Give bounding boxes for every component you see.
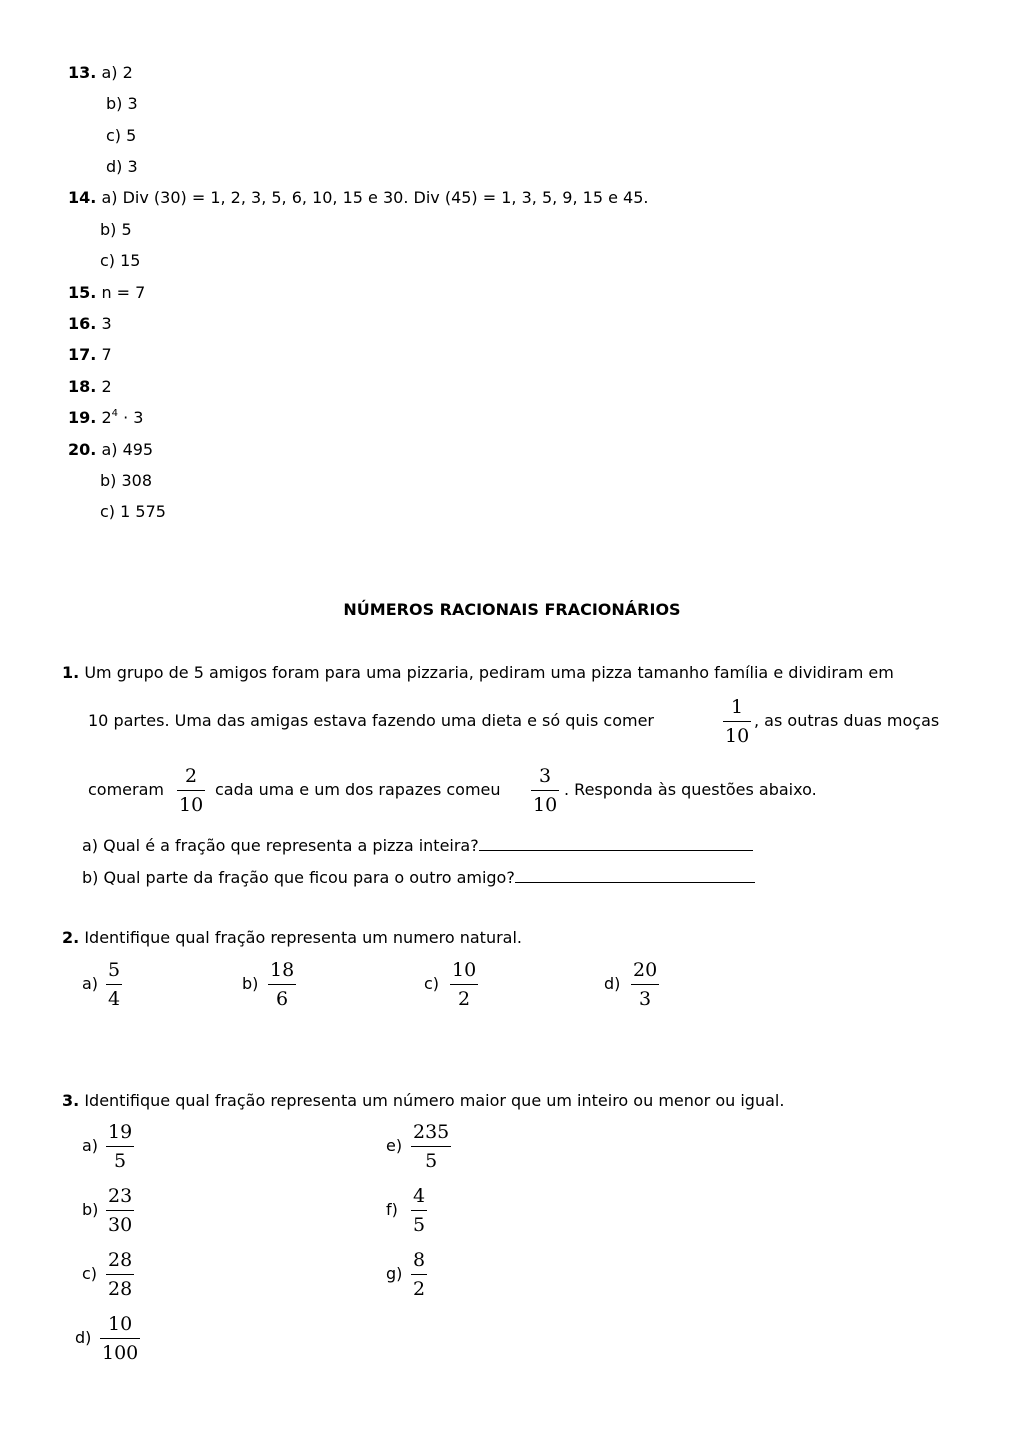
option-fraction xyxy=(106,1185,134,1236)
answer-text: 3 xyxy=(101,314,112,333)
option-label: a) xyxy=(82,974,99,993)
option-label: e) xyxy=(386,1136,403,1155)
question-number: 17. xyxy=(68,345,97,364)
fraction-3-10 xyxy=(531,765,559,816)
option-fraction xyxy=(268,959,296,1010)
option-fraction xyxy=(106,959,122,1010)
sub-question-text: b) Qual parte da fração que ficou para o outro amigo? xyxy=(82,868,515,887)
answer-15 xyxy=(68,283,145,303)
section-title: NÚMEROS RACIONAIS FRACIONÁRIOS xyxy=(343,600,681,619)
numerator: 3 xyxy=(539,765,552,787)
denominator: 30 xyxy=(106,1210,134,1236)
answer-blank[interactable] xyxy=(479,834,753,851)
question-1-line3-end: . Responda às questões abaixo. xyxy=(564,780,817,799)
answer-text: · 3 xyxy=(123,408,144,427)
question-text: Um grupo de 5 amigos foram para uma pizzaria, pediram uma pizza tamanho família e dividiram em xyxy=(84,663,894,682)
answer-13b: b) 3 xyxy=(106,94,138,113)
answer-20c: c) 1 575 xyxy=(100,502,166,521)
answer-16 xyxy=(68,314,112,334)
option-label: c) xyxy=(82,1264,98,1283)
denominator: 5 xyxy=(411,1146,451,1172)
numerator: 19 xyxy=(108,1121,133,1143)
numerator: 1 xyxy=(731,696,744,718)
numerator: 20 xyxy=(633,959,658,981)
denominator: 5 xyxy=(411,1210,427,1236)
question-number: 19. xyxy=(68,408,97,427)
answer-20b: b) 308 xyxy=(100,471,153,490)
option-label: f) xyxy=(386,1200,398,1219)
question-number: 13. xyxy=(68,63,97,82)
numerator: 5 xyxy=(108,959,121,981)
question-1-line3: comeram xyxy=(88,780,164,799)
numerator: 235 xyxy=(413,1121,450,1143)
option-fraction xyxy=(450,959,478,1010)
denominator: 4 xyxy=(106,984,122,1010)
denominator: 3 xyxy=(631,984,659,1010)
fraction-2-10 xyxy=(177,765,205,816)
option-label: d) xyxy=(604,974,621,993)
option-label: a) xyxy=(82,1136,99,1155)
answer-text: 2 xyxy=(101,377,112,396)
question-text: Identifique qual fração representa um número maior que um inteiro ou menor ou igual. xyxy=(84,1091,785,1110)
denominator: 28 xyxy=(106,1274,134,1300)
question-1-line2: 10 partes. Uma das amigas estava fazendo uma dieta e só quis comer xyxy=(88,711,654,730)
option-fraction xyxy=(100,1313,140,1364)
question-1-line3-mid: cada uma e um dos rapazes comeu xyxy=(215,780,501,799)
question-1-line2-end: , as outras duas moças xyxy=(754,711,940,730)
option-label: c) xyxy=(424,974,440,993)
answer-text: 7 xyxy=(101,345,112,364)
question-number: 1. xyxy=(62,663,80,682)
answer-13c: c) 5 xyxy=(106,126,137,145)
numerator: 4 xyxy=(413,1185,426,1207)
question-number: 18. xyxy=(68,377,97,396)
question-number: 20. xyxy=(68,440,97,459)
option-fraction xyxy=(411,1185,427,1236)
answer-text: a) 495 xyxy=(101,440,154,459)
denominator: 100 xyxy=(100,1338,140,1364)
denominator: 10 xyxy=(531,790,559,816)
answer-14c: c) 15 xyxy=(100,251,141,270)
power-base: 2 xyxy=(101,408,112,427)
denominator: 10 xyxy=(723,721,751,747)
question-number: 16. xyxy=(68,314,97,333)
answer-20 xyxy=(68,440,153,460)
denominator: 5 xyxy=(106,1146,134,1172)
answer-blank[interactable] xyxy=(515,866,755,883)
answer-14 xyxy=(68,188,648,208)
option-label: b) xyxy=(242,974,259,993)
denominator: 2 xyxy=(411,1274,427,1300)
numerator: 23 xyxy=(108,1185,133,1207)
question-number: 14. xyxy=(68,188,97,207)
numerator: 28 xyxy=(108,1249,133,1271)
option-fraction xyxy=(631,959,659,1010)
question-1-line1 xyxy=(62,663,894,683)
question-1b xyxy=(82,866,755,888)
question-number: 15. xyxy=(68,283,97,302)
answer-13 xyxy=(68,63,133,83)
option-fraction xyxy=(106,1249,134,1300)
answer-17 xyxy=(68,345,112,365)
answer-19 xyxy=(68,408,143,428)
numerator: 2 xyxy=(185,765,198,787)
numerator: 10 xyxy=(108,1313,133,1335)
answer-text: n = 7 xyxy=(101,283,146,302)
power-exponent: 4 xyxy=(111,408,118,419)
question-number: 2. xyxy=(62,928,80,947)
option-fraction xyxy=(411,1121,451,1172)
answer-14b: b) 5 xyxy=(100,220,132,239)
question-text: Identifique qual fração representa um numero natural. xyxy=(84,928,522,947)
answer-13d: d) 3 xyxy=(106,157,138,176)
option-fraction xyxy=(106,1121,134,1172)
option-label: b) xyxy=(82,1200,99,1219)
denominator: 10 xyxy=(177,790,205,816)
denominator: 2 xyxy=(450,984,478,1010)
fraction-1-10 xyxy=(723,696,751,747)
sub-question-text: a) Qual é a fração que representa a pizza inteira? xyxy=(82,836,479,855)
question-1a xyxy=(82,834,753,856)
question-3 xyxy=(62,1091,784,1111)
numerator: 10 xyxy=(452,959,477,981)
option-label: d) xyxy=(75,1328,92,1347)
numerator: 18 xyxy=(270,959,295,981)
answer-text: a) 2 xyxy=(101,63,133,82)
numerator: 8 xyxy=(413,1249,426,1271)
option-label: g) xyxy=(386,1264,403,1283)
answer-text: a) Div (30) = 1, 2, 3, 5, 6, 10, 15 e 30. Div (45) = 1, 3, 5, 9, 15 e 45. xyxy=(101,188,649,207)
answer-18 xyxy=(68,377,112,397)
option-fraction xyxy=(411,1249,427,1300)
question-2 xyxy=(62,928,522,948)
question-number: 3. xyxy=(62,1091,80,1110)
denominator: 6 xyxy=(268,984,296,1010)
